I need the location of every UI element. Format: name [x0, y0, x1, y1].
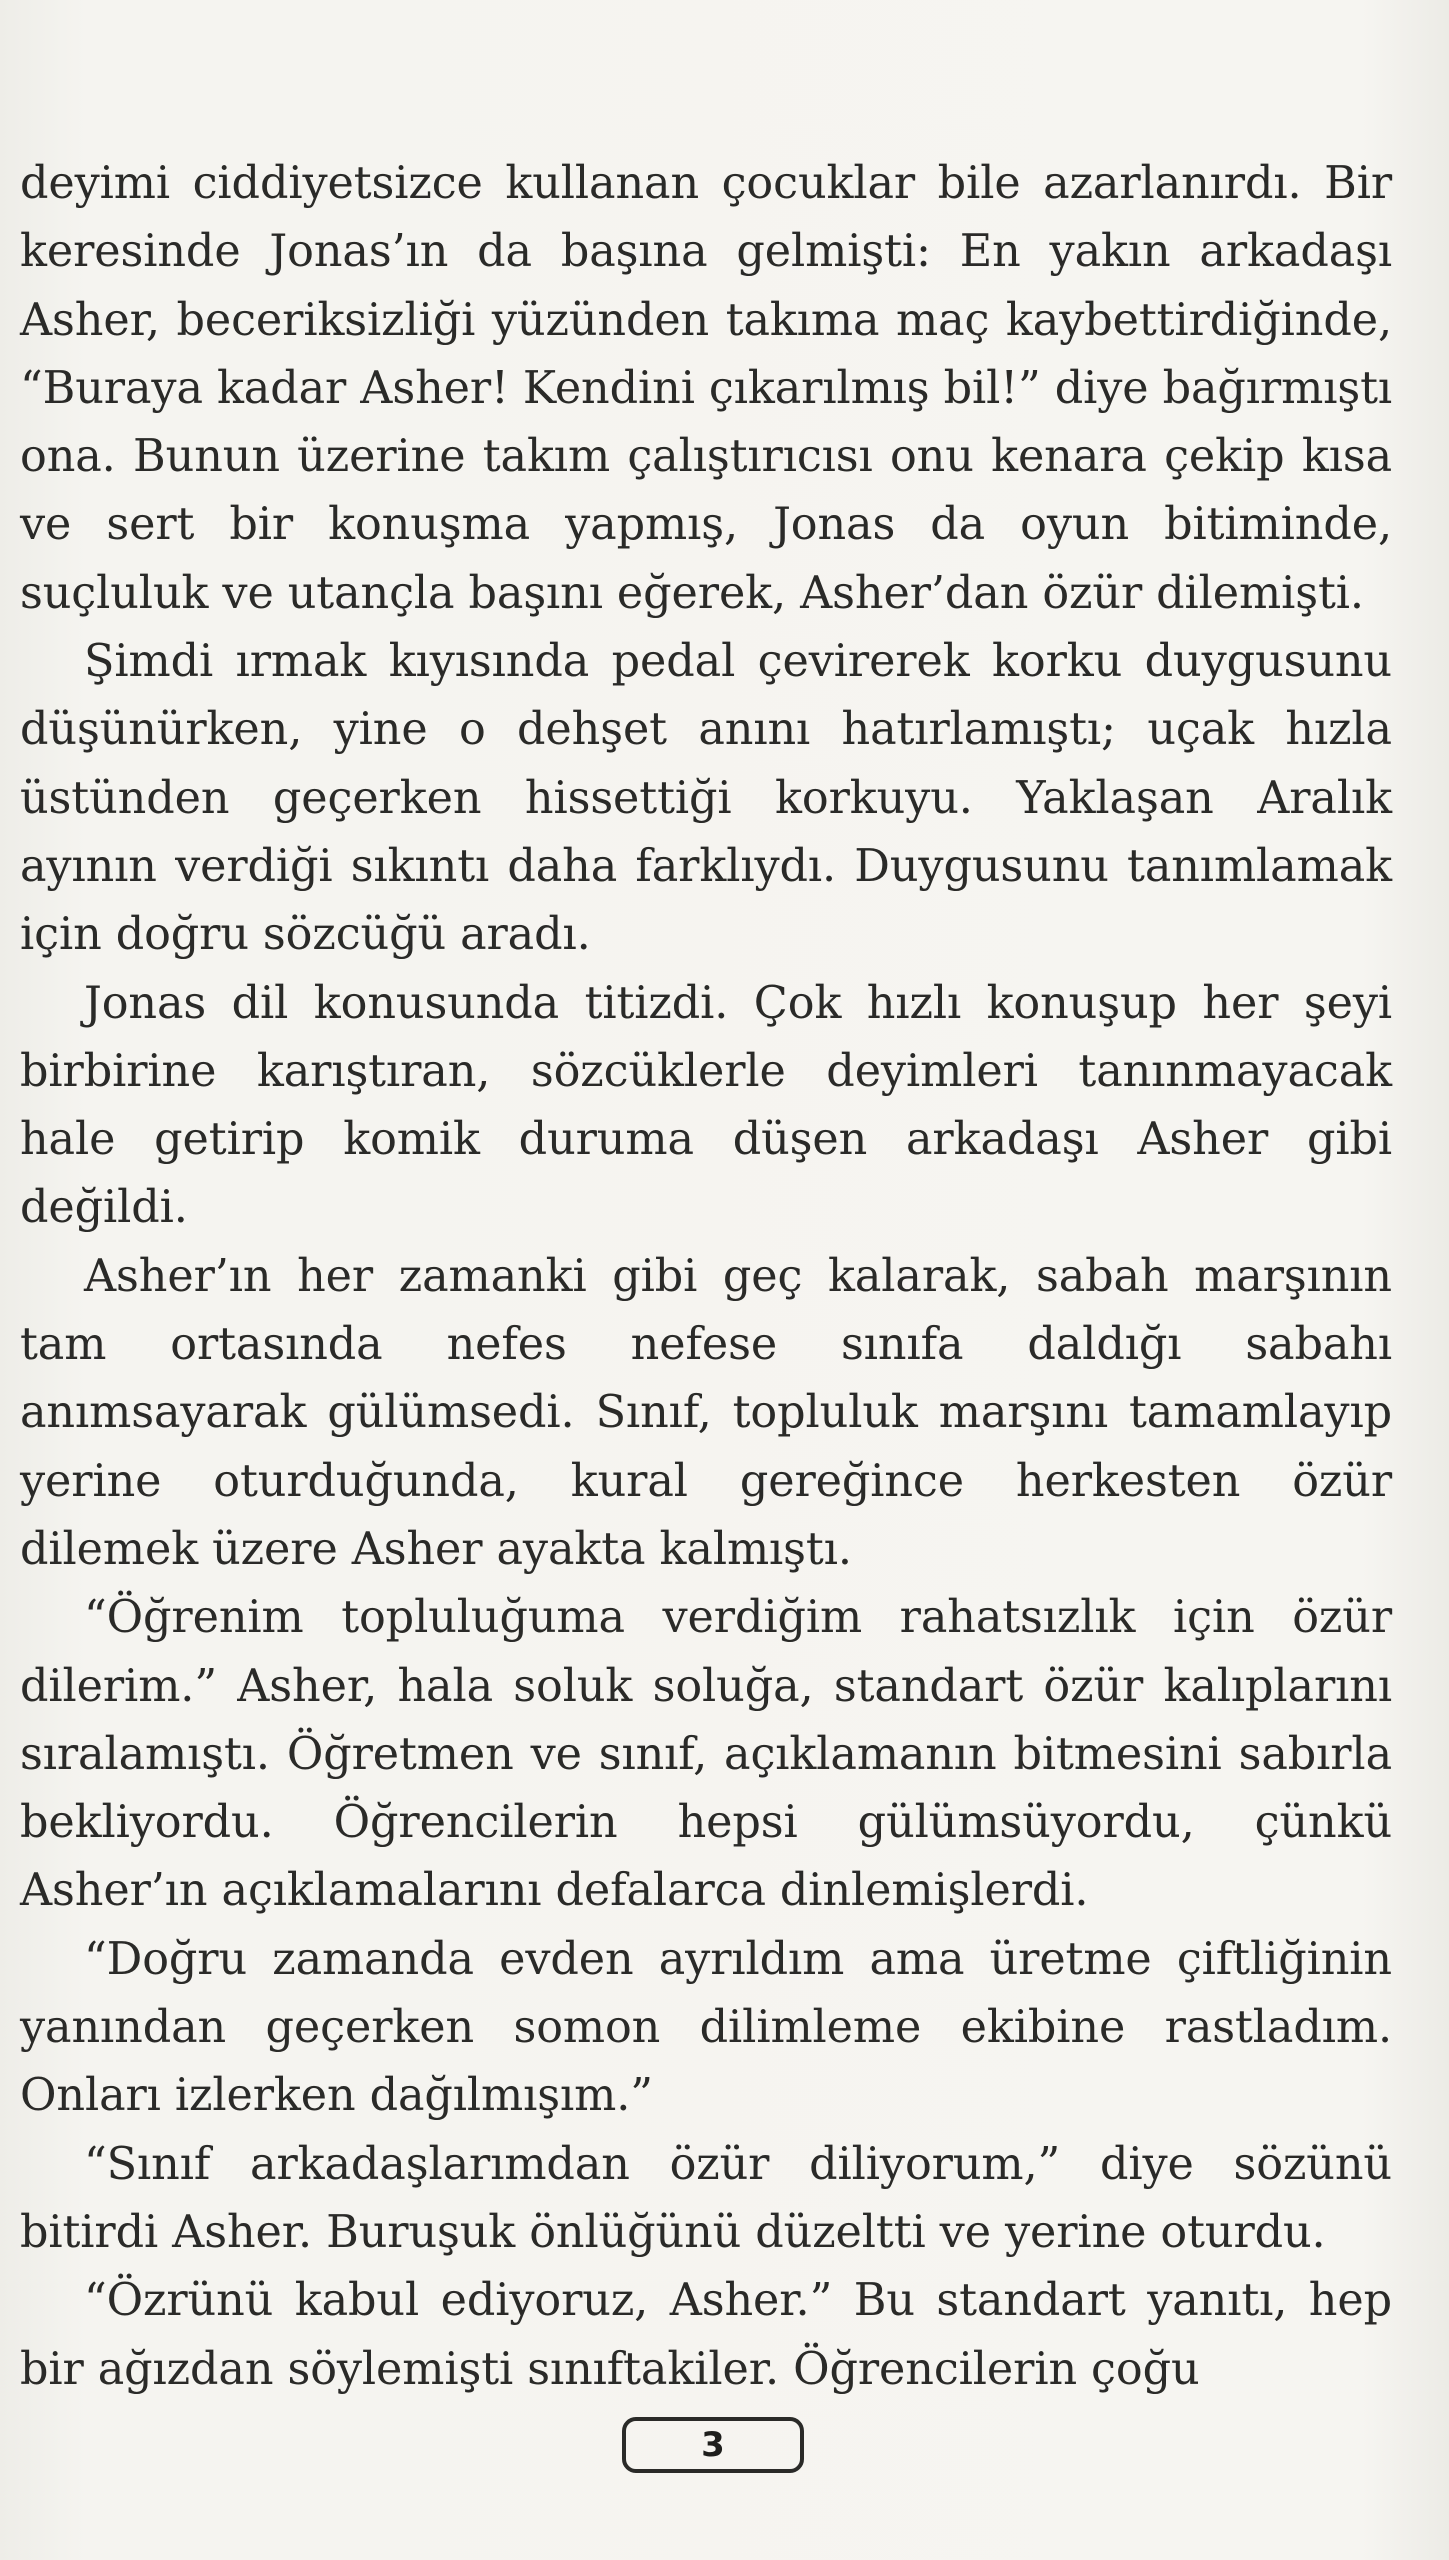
- paragraph: “Sınıf arkadaşlarımdan özür diliyorum,” diye sözünü bitirdi Asher. Buruşuk önlüğünü düzeltti ve yerine oturdu.: [20, 2138, 1392, 2258]
- body-text: [20, 150, 1392, 2404]
- paragraph: “Doğru zamanda evden ayrıldım ama üretme çiftliğinin yanından geçerken somon dilimleme ekibine rastladım. Onları izlerken dağılmışım.”: [20, 1933, 1392, 2122]
- page-number-box: [622, 2417, 804, 2473]
- page-number: 3: [701, 2425, 725, 2465]
- paragraph: Jonas dil konusunda titizdi. Çok hızlı konuşup her şeyi birbirine karıştıran, sözcüklerle deyimleri tanınmayacak hale getirip komik duruma düşen arkadaşı Asher gibi değildi.: [20, 977, 1392, 1234]
- paragraph: Şimdi ırmak kıyısında pedal çevirerek korku duygusunu düşünürken, yine o dehşet anını hatırlamıştı; uçak hızla üstünden geçerken hissettiği korkuyu. Yaklaşan Aralık ayının verdiği sıkıntı daha farklıydı. Duygusunu tanımlamak için doğru sözcüğü aradı.: [20, 636, 1392, 961]
- paragraph: deyimi ciddiyetsizce kullanan çocuklar bile azarlanırdı. Bir keresinde Jonas’ın da başına gelmişti: En yakın arkadaşı Asher, beceriksizliği yüzünden takıma maç kaybettirdiğinde, “Buraya kadar Asher! Kendini çıkarılmış bil!” diye bağırmıştı ona. Bunun üzerine takım çalıştırıcısı onu kenara çekip kısa ve sert bir konuşma yapmış, Jonas da oyun bitiminde, suçluluk ve utançla başını eğerek, Asher’dan özür dilemişti.: [20, 158, 1392, 619]
- paragraph: “Öğrenim topluluğuma verdiğim rahatsızlık için özür dilerim.” Asher, hala soluk soluğa, standart özür kalıplarını sıralamıştı. Öğretmen ve sınıf, açıklamanın bitmesini sabırla bekliyordu. Öğrencilerin hepsi gülümsüyordu, çünkü Asher’ın açıklamalarını defalarca dinlemişlerdi.: [20, 1592, 1392, 1917]
- paragraph: Asher’ın her zamanki gibi geç kalarak, sabah marşının tam ortasında nefes nefese sınıfa daldığı sabahı anımsayarak gülümsedi. Sınıf, topluluk marşını tamamlayıp yerine oturduğunda, kural gereğince herkesten özür dilemek üzere Asher ayakta kalmıştı.: [20, 1250, 1392, 1575]
- paragraph: “Özrünü kabul ediyoruz, Asher.” Bu standart yanıtı, hep bir ağızdan söylemişti sınıftakiler. Öğrencilerin çoğu: [20, 2275, 1392, 2395]
